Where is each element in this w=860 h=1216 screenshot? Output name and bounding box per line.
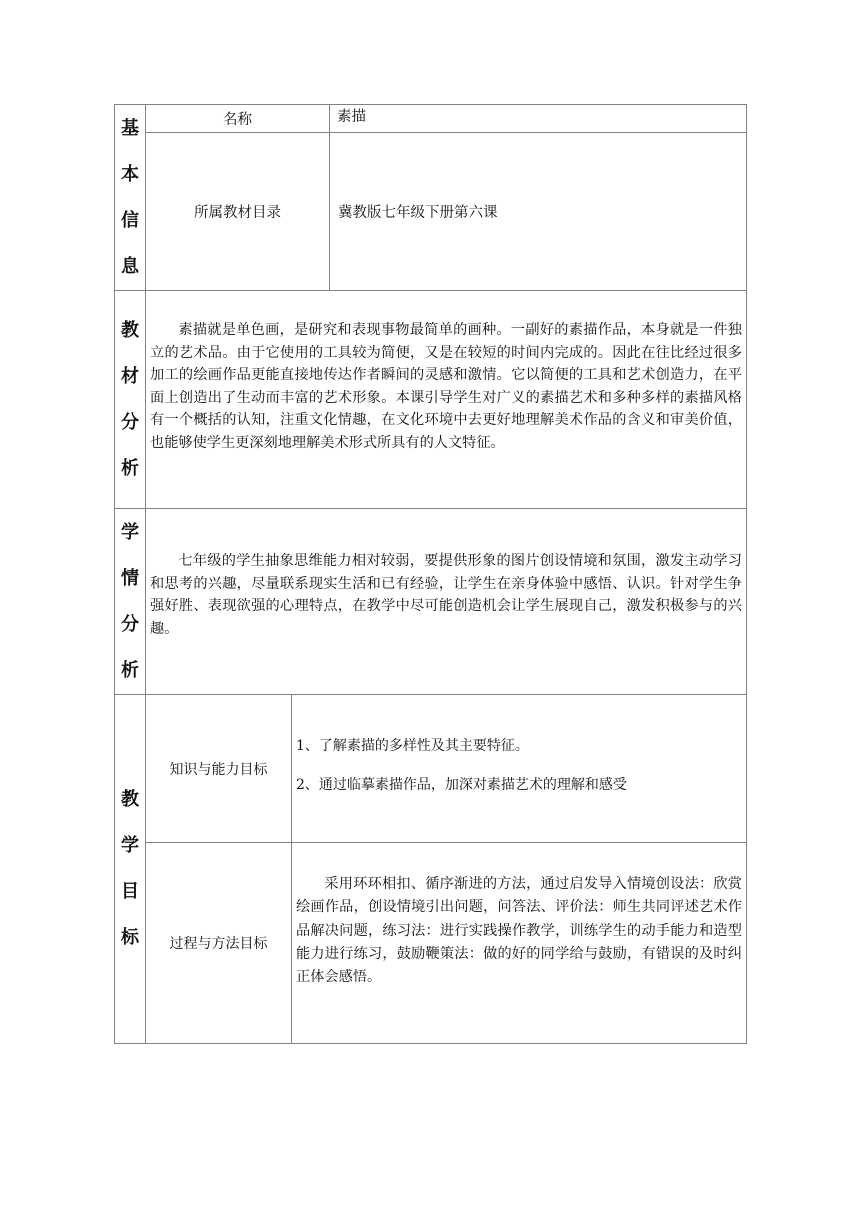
heading-char: 材	[121, 365, 139, 387]
heading-char: 学	[121, 835, 139, 856]
list-item: 2、通过临摹素描作品，加深对素描艺术的理解和感受	[296, 777, 627, 793]
heading-char: 信	[121, 209, 139, 231]
table-border	[114, 1043, 747, 1044]
heading-char: 基	[121, 117, 139, 139]
process-goal-label: 过程与方法目标	[169, 936, 268, 952]
table-border	[114, 508, 747, 509]
catalog-value: 冀教版七年级下册第六课	[338, 205, 498, 221]
heading-char: 标	[121, 927, 139, 948]
name-value: 素描	[337, 109, 366, 125]
section-heading-basic-info	[115, 105, 145, 290]
heading-char: 情	[121, 567, 139, 589]
catalog-label: 所属教材目录	[194, 205, 281, 221]
name-label: 名称	[223, 112, 252, 128]
section-heading-material-analysis	[115, 291, 145, 508]
heading-char: 目	[121, 881, 139, 902]
heading-char: 本	[121, 163, 139, 185]
heading-char: 学	[121, 521, 139, 543]
material-analysis-text: 素描就是单色画，是研究和表现事物最简单的画种。一副好的素描作品，本身就是一件独立的艺术品。由于它使用的工具较为简便，又是在较短的时间内完成的。因此在往比经过很多加工的绘画作品更能直接地传达作者瞬间的灵感和激情。它以简便的工具和艺术创造力，在平面上创造出了生动而丰富的艺术形象。本课引导学生对广义的素描艺术和多种多样的素描风格有一个概括的认知，注重文化情趣，在文化环境中去更好地理解美术作品的含义和审美价值，也能够使学生更深刻地理解美术形式所具有的人文特征。	[150, 322, 742, 451]
knowledge-goal-list	[296, 735, 742, 796]
table-border	[746, 104, 747, 1044]
heading-char: 析	[121, 659, 139, 681]
section-heading-teaching-goals	[115, 695, 145, 1043]
table-border	[114, 290, 747, 291]
list-item: 1、了解素描的多样性及其主要特征。	[296, 738, 529, 754]
heading-char: 分	[121, 411, 139, 433]
heading-char: 教	[121, 319, 139, 341]
heading-char: 析	[121, 457, 139, 479]
heading-char: 息	[121, 255, 139, 277]
table-border	[329, 104, 330, 291]
heading-char: 教	[121, 789, 139, 810]
process-goal-text: 采用环环相扣、循序渐进的方法，通过启发导入情境创设法：欣赏绘画作品，创设情境引出问题，问答法、评价法：师生共同评述艺术作品解决问题，练习法：进行实践操作教学，训练学生的动手能力和造型能力进行练习，鼓励鞭策法：做的好的同学给与鼓励，有错误的及时纠正体会感悟。	[296, 876, 742, 986]
section-heading-student-analysis	[115, 509, 145, 694]
table-border	[291, 694, 292, 1044]
student-analysis-text: 七年级的学生抽象思维能力相对较弱，要提供形象的图片创设情境和氛围，激发主动学习和思考的兴趣，尽量联系现实生活和已有经验，让学生在亲身体验中感悟、认识。针对学生争强好胜、表现欲强的心理特点，在教学中尽可能创造机会让学生展现自己，激发积极参与的兴趣。	[150, 553, 742, 637]
heading-char: 分	[121, 613, 139, 635]
knowledge-goal-label: 知识与能力目标	[169, 761, 268, 778]
